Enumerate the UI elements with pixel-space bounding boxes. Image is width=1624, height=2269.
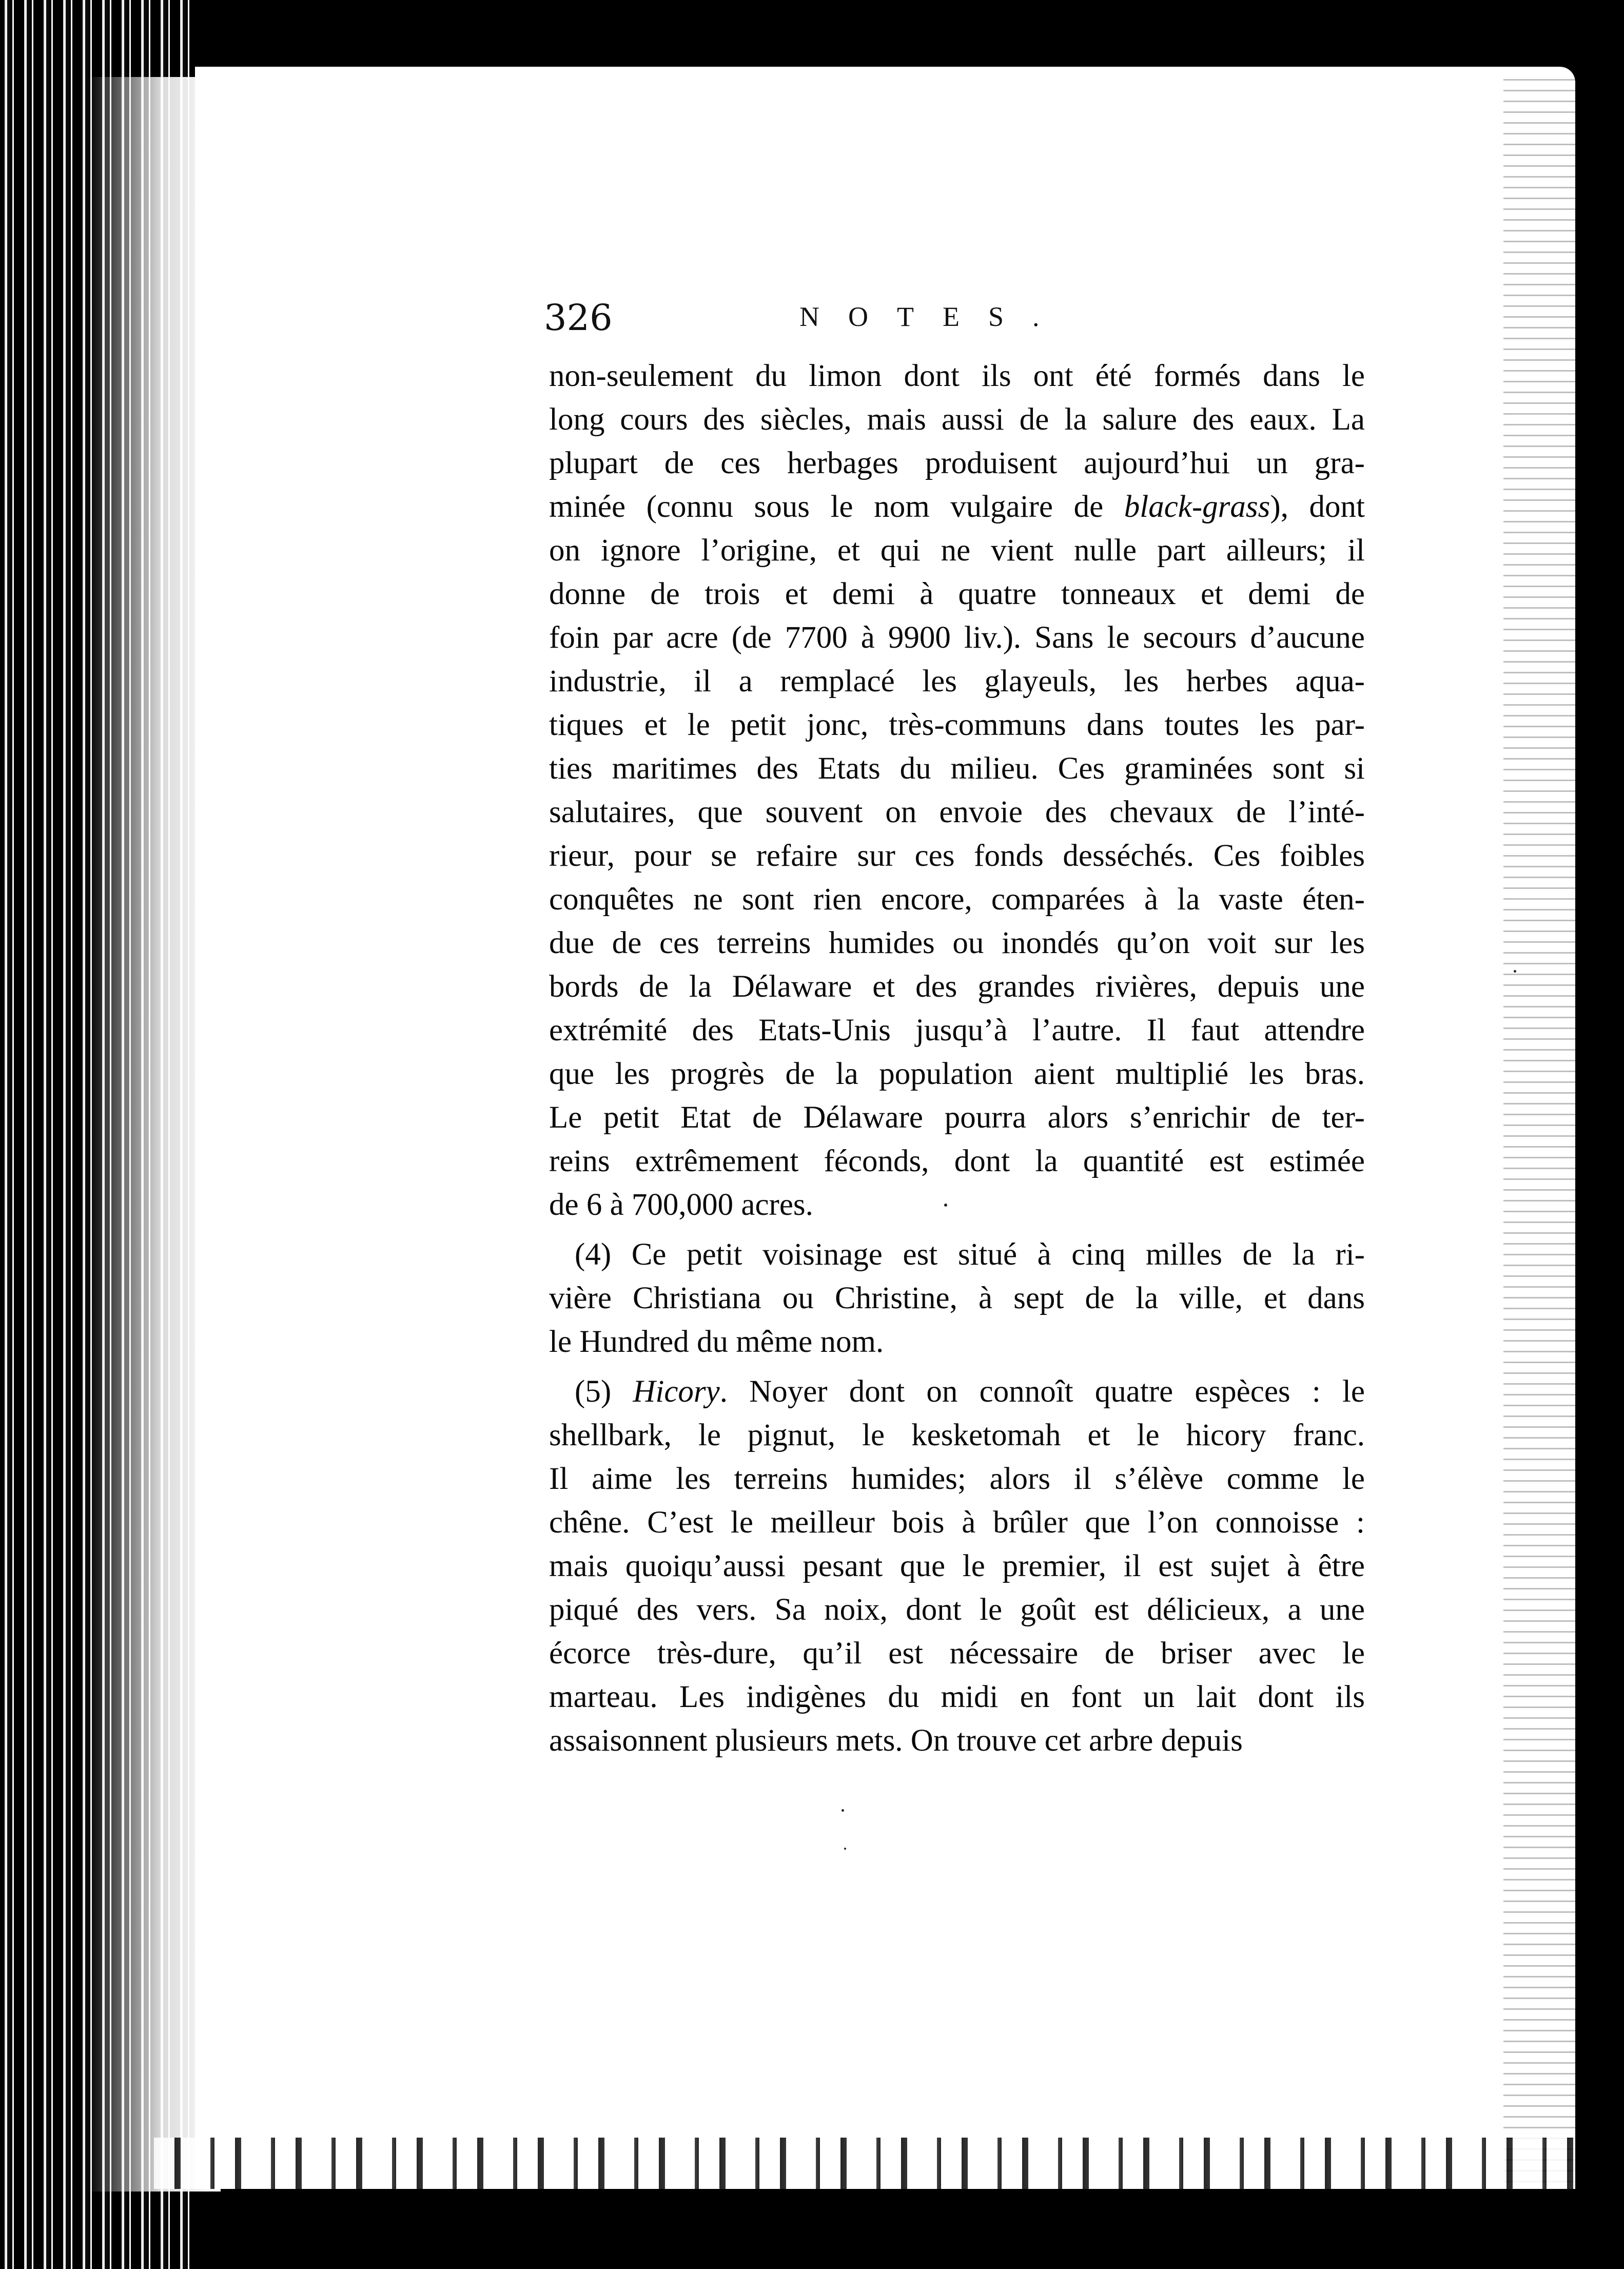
page-number: 326 <box>544 297 613 339</box>
paragraph-gap <box>549 1227 1365 1233</box>
text-line: rieur, pour se refaire sur ces fonds desséchés. Ces foibles <box>549 839 1365 873</box>
text-line: piqué des vers. Sa noix, dont le goût est délicieux, a une <box>549 1593 1365 1627</box>
text-line: salutaires, que souvent on envoie des chevaux de l’inté- <box>549 795 1365 829</box>
text-line: le Hundred du même nom. <box>549 1325 884 1359</box>
text-line: due de ces terreins humides ou inondés qu’on voit sur les <box>549 926 1365 960</box>
bottom-page-edge <box>154 2138 1575 2189</box>
scan-speck <box>1514 970 1516 973</box>
italic-term: black-grass <box>1124 490 1270 524</box>
text-line <box>549 1370 1365 1413</box>
running-head: NOTES. <box>799 301 1068 332</box>
text-line: tiques et le petit jonc, très-communs dans toutes les par- <box>549 708 1365 742</box>
text-line: foin par acre (de 7700 à 9900 liv.). Sans le secours d’aucune <box>549 620 1365 655</box>
text-line: marteau. Les indigènes du midi en font un lait dont ils <box>549 1680 1365 1714</box>
text-line: Le petit Etat de Délaware pourra alors s’enrichir de ter- <box>549 1100 1365 1135</box>
text-line: extrémité des Etats-Unis jusqu’à l’autre. Il faut attendre <box>549 1013 1365 1048</box>
text-line: conquêtes ne sont rien encore, comparées à la vaste éten- <box>549 882 1365 917</box>
scan-speck <box>842 1809 844 1812</box>
text-line: reins extrêmement féconds, dont la quantité est estimée <box>549 1144 1365 1178</box>
text-line: long cours des siècles, mais aussi de la salure des eaux. La <box>549 402 1365 437</box>
text-line: industrie, il a remplacé les glayeuls, les herbes aqua- <box>549 664 1365 699</box>
text-line: shellbark, le pignut, le kesketomah et le hicory franc. <box>549 1418 1365 1452</box>
text-line <box>549 485 1365 529</box>
text-line: écorce très-dure, qu’il est nécessaire de briser avec le <box>549 1636 1365 1671</box>
text-line: donne de trois et demi à quatre tonneaux et demi de <box>549 577 1365 611</box>
text-line: plupart de ces herbages produisent aujourd’hui un gra- <box>549 446 1365 480</box>
page-header <box>544 297 1365 343</box>
text-line: Il aime les terreins humides; alors il s’élève comme le <box>549 1462 1365 1496</box>
text-line: chêne. C’est le meilleur bois à brûler que l’on connoisse : <box>549 1505 1365 1540</box>
text-line: bords de la Délaware et des grandes rivières, depuis une <box>549 969 1365 1004</box>
text-line: ties maritimes des Etats du milieu. Ces graminées sont si <box>549 751 1365 786</box>
spine-shading <box>87 77 221 2192</box>
text-run: (5) <box>575 1374 633 1409</box>
right-page-edge <box>1503 77 1575 2192</box>
text-line: mais quoiqu’aussi pesant que le premier, il est sujet à être <box>549 1549 1365 1583</box>
text-line: vière Christiana ou Christine, à sept de la ville, et dans <box>549 1281 1365 1315</box>
text-run: . Noyer dont on connoît quatre espèces : le <box>719 1374 1365 1409</box>
italic-term: Hicory <box>633 1374 720 1409</box>
text-line: on ignore l’origine, et qui ne vient nulle part ailleurs; il <box>549 533 1365 568</box>
text-line: assaisonnent plusieurs mets. On trouve cet arbre depuis <box>549 1723 1243 1758</box>
notes-text <box>549 354 1365 1762</box>
text-run: minée (connu sous le nom vulgaire de <box>549 490 1124 524</box>
text-line: (4) Ce petit voisinage est situé à cinq milles de la ri- <box>575 1237 1365 1272</box>
text-line: non-seulement du limon dont ils ont été formés dans le <box>549 359 1365 393</box>
text-line: de 6 à 700,000 acres. <box>549 1188 813 1222</box>
scan-speck <box>944 1204 947 1207</box>
scan-speck <box>844 1848 846 1850</box>
text-run: ), dont <box>1270 490 1365 524</box>
paragraph-gap <box>549 1364 1365 1370</box>
text-line: que les progrès de la population aient multiplié les bras. <box>549 1057 1365 1091</box>
